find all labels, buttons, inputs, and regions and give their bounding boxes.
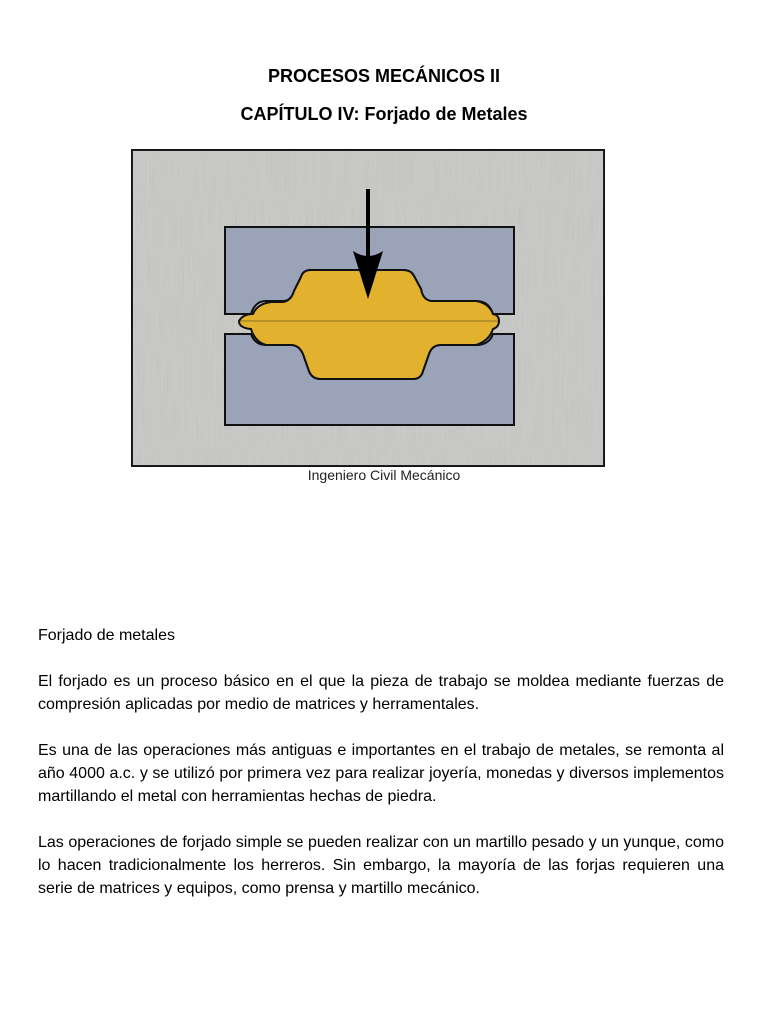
chapter-title: CAPÍTULO IV: Forjado de Metales (240, 104, 528, 124)
paragraph-operations: Las operaciones de forjado simple se pueden realizar con un martillo pesado y un yunque, como lo hacen tradicionalmente los herreros. Sin embargo, la mayoría de las forjas requieren una serie de matrices y equipos, como prensa y martillo mecánico. (38, 834, 724, 897)
document-body (38, 624, 724, 923)
paragraph-history: Es una de las operaciones más antiguas e importantes en el trabajo de metales, se remonta al año 4000 a.c. y se utilizó por primera vez para realizar joyería, monedas y diversos implementos martillando el metal con herramientas hechas de piedra. (38, 742, 724, 805)
section-heading: Forjado de metales (38, 627, 175, 644)
forging-diagram (131, 149, 605, 467)
figure-caption: Ingeniero Civil Mecánico (307, 467, 461, 483)
paragraph-definition: El forjado es un proceso básico en el que la pieza de trabajo se moldea mediante fuerzas de compresión aplicadas por medio de matrices y herramentales. (38, 673, 724, 713)
document-title: PROCESOS MECÁNICOS II (267, 66, 501, 86)
